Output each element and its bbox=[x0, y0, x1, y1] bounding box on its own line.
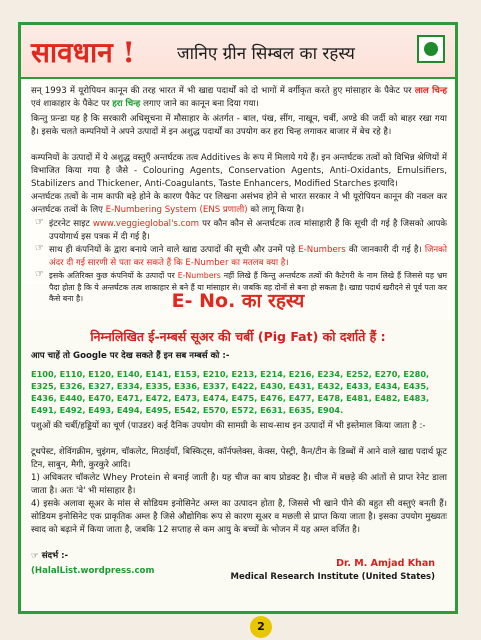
bullet-2 bbox=[49, 244, 447, 270]
pointer-icon: ☞ bbox=[35, 217, 44, 228]
pig-fat-heading: निम्नलिखित ई-नम्बर्स सूअर की चर्बी (Pig Fat) को दर्शाते हैं : bbox=[90, 329, 386, 344]
green-dot-icon bbox=[424, 42, 438, 56]
para-1 bbox=[31, 85, 447, 111]
red-symbol-text: लाल चिन्ह bbox=[414, 86, 448, 96]
bullet-3-text-b: नहीं लिखे हैं किन्तु अन्तर्घटक तत्वों की कैटेगरी के नाम लिखे हैं जिससे यह भ्रम पैदा होता है कि ये अन्तर्घटक तत्व शाकाहार से बने हैं या मांसाहार से। जबकि वह दोनों से बना हो सकता है। खाद्य पदार्थ खरीदने से पूर्व पता कर कैसे बना है। bbox=[49, 271, 447, 303]
green-symbol-icon bbox=[417, 35, 445, 63]
ens-system-text: E-Numbering System (ENS प्रणाली) bbox=[105, 205, 248, 215]
para-1-text-b: एवं शाकाहार के पैकेट पर bbox=[31, 99, 110, 109]
para-4 bbox=[31, 191, 447, 217]
institute-name: Medical Research Institute (United States) bbox=[230, 572, 435, 582]
google-line: आप चाहें तो Google पर देख सकते हैं इन सब नम्बर्स को :- bbox=[31, 351, 230, 361]
pointer-icon: ☞ bbox=[35, 269, 44, 280]
para-2: किन्तु फ़न्डा यह है कि सरकारी अधिसूचना में मौसाहार के अंतर्गत - बाल, पंख, सींग, नाखून, चर्बी, अण्डे की जर्दी को बाहर रखा गया है। इसके चलते कम्पनियों ने अपने उत्पादों में इन अशुद्ध पदार्थों का उपयोग कर हरा चिन्ह लगाकर बाजार में बेच रहे है। bbox=[31, 114, 447, 137]
bullet-1 bbox=[49, 218, 447, 244]
header-subtitle: जानिए ग्रीन सिम्बल का रहस्य bbox=[177, 44, 355, 64]
bullet-2-text-b: की जानकारी दी गई है। bbox=[348, 245, 422, 255]
enum-section bbox=[21, 320, 455, 611]
para-4-text-b: को लागू किया है। bbox=[250, 205, 305, 215]
reference-label-text: संदर्भ :- bbox=[41, 551, 69, 561]
products-list: टूथपेस्ट, शेविंगक्रीम, चुइंगम, चॉकलेट, मिठाईयाँ, बिस्किट्स, कॉर्नफ्लेक्स, केक्स, पेस्ट्री, कैन/टीन के डिब्बों में आने वाले खाद्य पदार्थ फ्रूट टिन, साबुन, मैगी, कुरकुरे आदि। bbox=[31, 447, 447, 470]
enumbers-text: E-Numbers bbox=[177, 271, 221, 280]
bullet-2-text-a: साथ ही कंपनियों के द्वारा बनाये जाने वाले खाद्य उत्पादों की सूची और उनमें पड़े bbox=[49, 245, 296, 255]
bullet-1-text-a: इंटरनेट साइट bbox=[49, 219, 90, 229]
enum-section-title bbox=[21, 287, 455, 317]
para-3: कम्पनियों के उत्पादों में ये अशुद्ध वस्तुएँ अन्तर्घटक तत्व Additives के रूप में मिलाये गये हैं। इन अन्तर्घटक तत्वों को विभिन्न श्रेणियों में विभाजित किया गया है जैसे - Colouring Agents, Conservation Agents, Anti-Oxidants, Emulsifiers, Stabilizers and Thickener, Anti-Coagulants, Taste Enhancers, Modified Starches इत्यादि। bbox=[31, 153, 447, 189]
para-1-text-c: लगाए जाने का कानून बना दिया गया। bbox=[143, 99, 259, 109]
pointer-icon: ☞ bbox=[31, 551, 42, 561]
bullet-1-text-b: पर कौन कौन से अन्तर्घटक तत्व मांसाहारी हैं कि सूची दी गई है जिसको आपके उपयोगार्थ इस पत्रक में दी गई है। bbox=[49, 219, 448, 242]
content-frame bbox=[18, 22, 458, 614]
green-symbol-text: हरा चिन्ह bbox=[112, 99, 141, 109]
point-4: 4) इसके अलावा सूअर के मांस से सोडियम इनोसिनेट अम्ल का उत्पादन होता है, जिससे भी खाने पीने की बहुत सी वस्तुएं बनती हैं। सोडियम इनोसिनेट एक प्राकृतिक अम्ल है जिसे औद्योगिक रूप से कारण सूअर व मछली से प्राप्त किया जाता है। इसका उपयोग मुख्यतः स्वाद को बढ़ाने में किया जाता है, जबकि 12 सप्ताह से कम आयु के बच्चों के भोजन में यह अम्ल वर्जित है। bbox=[31, 499, 447, 535]
warning-title: सावधान ! bbox=[31, 36, 135, 69]
pointer-icon: ☞ bbox=[35, 243, 44, 254]
enumbers-list: E100, E110, E120, E140, E141, E153, E210, E213, E214, E216, E234, E252, E270, E280, E325, E326, E327, E334, E335, E336, E337, E422, E430, E431, E432, E433, E434, E435, E436, E440, E470, E471, E472, E473, E474, E475, E476, E477, E478, E481, E482, E483, E491, E492, E493, E494, E495, E542, E570, E572, E631, E635, E904. bbox=[31, 369, 430, 415]
para-1-text-a: सन् 1993 में यूरोपियन कानून की तरह भारत में भी खाद्य पदार्थों को दो भागों में वर्गीकृत करते हुए मांसाहार के पैकेट पर bbox=[31, 86, 412, 96]
animal-fat-para: पशुओं की चर्बी/हड्डियों का चूर्ण (पाउडर) कई दैनिक उपयोग की सामग्री के साथ-साथ इन उत्पादों में भी इस्तेमाल किया जाता है :- bbox=[31, 421, 426, 431]
point-1: 1) अधिकतर चॉकलेट Whey Protein से बनाई जाती है। यह चीज का बाय प्रोडक्ट है। चीज में बछड़े की आंतों से प्राप्त रेनेट डाला जाता है। अतः 'वे' भी मांसाहार है। bbox=[31, 473, 447, 496]
reference-link[interactable]: (HalalList.wordpress.com bbox=[31, 566, 155, 576]
author-name: Dr. M. Amjad Khan bbox=[336, 558, 435, 569]
reference-label bbox=[31, 550, 231, 563]
para-4-text-a: अन्तर्घटक तत्वों के नाम काफी बड़े होने के कारण पैकेट पर लिखना असंभव होने से भारत सरकार ने भी यूरोपियन कानून की नकल कर अन्तर्घटक तत्वों के लिए bbox=[31, 192, 447, 215]
page-number-badge: 2 bbox=[250, 616, 272, 638]
bullet-3-text-a: इसके अतिरिक्त कुछ कंपनियों के उत्पादों पर bbox=[49, 271, 175, 280]
veggie-website-link[interactable]: www.veggieglobal's.com bbox=[92, 219, 199, 229]
bullet-2-red-note: जिनको अंदर दी गई सारणी से पता कर सकते हैं कि E-Number का मतलब क्या है। bbox=[49, 245, 448, 268]
enumbers-text: E-Numbers bbox=[298, 245, 346, 255]
header-banner bbox=[21, 25, 455, 79]
enum-title-text: E- No. का रहस्य bbox=[171, 290, 305, 312]
